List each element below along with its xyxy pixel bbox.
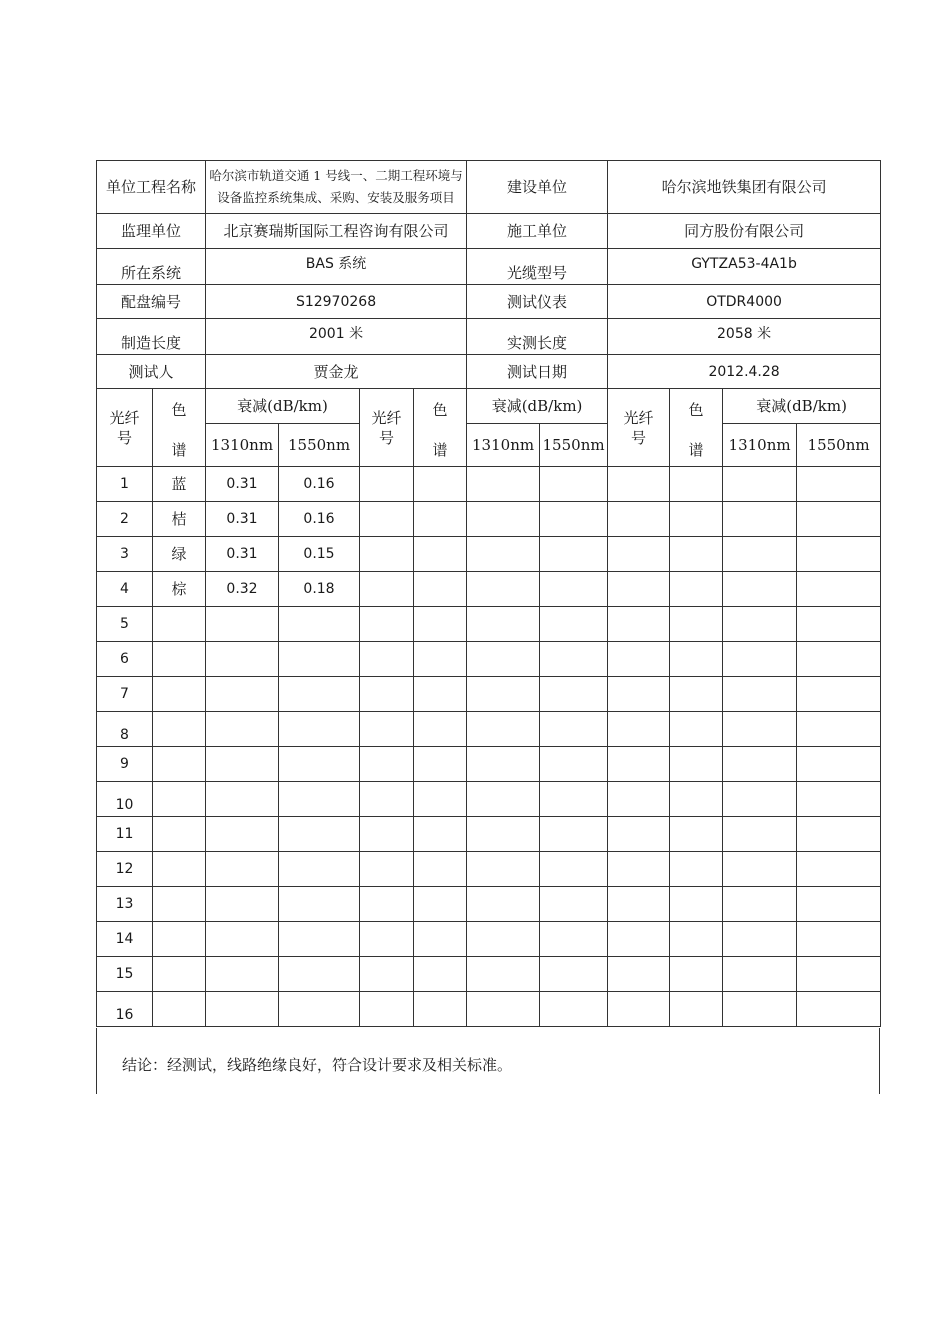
empty-cell [797,607,881,642]
empty-cell [467,782,540,817]
empty-cell [670,642,723,677]
attenuation-1310-cell [206,642,279,677]
empty-cell [670,747,723,782]
table-row [97,957,881,992]
attenuation-1310-cell [206,957,279,992]
attenuation-1310-cell [206,922,279,957]
color-header-1: 色 [432,400,448,419]
table-row [97,992,881,1027]
empty-cell [540,817,608,852]
attenuation-1310-cell [206,782,279,817]
empty-cell [414,747,467,782]
attenuation-1550-cell [279,992,360,1027]
fiber-no-cell: 14 [97,922,153,957]
attenuation-header: 衰减(dB/km) [723,389,881,424]
empty-cell [540,887,608,922]
color-cell [153,677,206,712]
empty-cell [414,852,467,887]
empty-cell [540,992,608,1027]
fiber-no-header [97,389,153,467]
empty-cell [360,852,414,887]
empty-cell [540,607,608,642]
empty-cell [467,747,540,782]
attenuation-1310-cell [206,992,279,1027]
empty-cell [797,712,881,747]
table-row [97,677,881,712]
empty-cell [670,922,723,957]
wl-1550-header: 1550nm [540,424,608,467]
fiber-no-header [608,389,670,467]
fiber-no-cell: 11 [97,817,153,852]
attenuation-header: 衰减(dB/km) [206,389,360,424]
report-table [96,160,881,1027]
empty-cell [797,642,881,677]
fiber-no-header-1: 光纤 [623,408,654,427]
empty-cell [467,467,540,502]
empty-cell [723,747,797,782]
empty-cell [414,467,467,502]
empty-cell [540,502,608,537]
empty-cell [670,572,723,607]
empty-cell [360,642,414,677]
fiber-no-header-2: 号 [631,428,647,447]
empty-cell [467,817,540,852]
table-row [97,537,881,572]
system-value: BAS 系统 [206,249,467,285]
empty-cell [670,607,723,642]
fiber-no-cell: 5 [97,607,153,642]
builder-label: 建设单位 [467,161,608,214]
fiber-no-cell: 12 [97,852,153,887]
empty-cell [540,642,608,677]
fiber-no-cell: 6 [97,642,153,677]
empty-cell [797,782,881,817]
date-value: 2012.4.28 [608,355,881,389]
empty-cell [467,887,540,922]
empty-cell [540,852,608,887]
empty-cell [540,747,608,782]
attenuation-1550-cell [279,712,360,747]
fiber-no-header-1: 光纤 [371,408,402,427]
empty-cell [608,747,670,782]
color-cell: 桔 [153,502,206,537]
empty-cell [360,537,414,572]
empty-cell [360,607,414,642]
empty-cell [797,572,881,607]
attenuation-1550-cell: 0.16 [279,502,360,537]
wl-1550-header: 1550nm [279,424,360,467]
empty-cell [540,782,608,817]
empty-cell [608,992,670,1027]
cable-type-value: GYTZA53-4A1b [608,249,881,285]
attenuation-1310-cell: 0.31 [206,467,279,502]
color-header-1: 色 [171,400,187,419]
empty-cell [414,992,467,1027]
panel-value: S12970268 [206,285,467,319]
empty-cell [723,782,797,817]
empty-cell [360,957,414,992]
empty-cell [723,572,797,607]
empty-cell [723,852,797,887]
attenuation-1310-cell [206,712,279,747]
empty-cell [670,502,723,537]
attenuation-1310-cell [206,852,279,887]
instrument-value: OTDR4000 [608,285,881,319]
empty-cell [723,502,797,537]
attenuation-1550-cell [279,747,360,782]
empty-cell [540,922,608,957]
empty-cell [670,852,723,887]
empty-cell [723,537,797,572]
empty-cell [723,887,797,922]
attenuation-1550-cell [279,852,360,887]
instrument-label: 测试仪表 [467,285,608,319]
tester-label: 测试人 [97,355,206,389]
empty-cell [414,957,467,992]
empty-cell [608,502,670,537]
table-row [97,607,881,642]
attenuation-1550-cell: 0.18 [279,572,360,607]
empty-cell [608,712,670,747]
mfg-length-label: 制造长度 [97,319,206,355]
empty-cell [797,957,881,992]
empty-cell [670,537,723,572]
empty-cell [540,537,608,572]
empty-cell [360,817,414,852]
attenuation-1310-cell [206,747,279,782]
empty-cell [670,782,723,817]
attenuation-1550-cell: 0.16 [279,467,360,502]
color-cell [153,712,206,747]
empty-cell [467,712,540,747]
supervisor-value: 北京赛瑞斯国际工程咨询有限公司 [206,214,467,249]
attenuation-1550-cell [279,677,360,712]
color-header [670,389,723,467]
empty-cell [608,852,670,887]
empty-cell [467,992,540,1027]
attenuation-header: 衰减(dB/km) [467,389,608,424]
table-row [97,922,881,957]
empty-cell [670,467,723,502]
empty-cell [467,642,540,677]
fiber-no-cell: 13 [97,887,153,922]
color-cell [153,607,206,642]
empty-cell [723,607,797,642]
empty-cell [467,957,540,992]
empty-cell [797,887,881,922]
color-cell: 蓝 [153,467,206,502]
attenuation-1550-cell [279,607,360,642]
contractor-label: 施工单位 [467,214,608,249]
color-header-2: 谱 [688,440,704,459]
empty-cell [540,572,608,607]
table-row [97,712,881,747]
empty-cell [360,922,414,957]
empty-cell [608,537,670,572]
table-row [97,817,881,852]
color-cell [153,642,206,677]
color-cell [153,852,206,887]
empty-cell [360,887,414,922]
color-cell [153,887,206,922]
empty-cell [608,887,670,922]
color-header [153,389,206,467]
table-row [97,887,881,922]
empty-cell [414,677,467,712]
empty-cell [414,642,467,677]
empty-cell [467,572,540,607]
wl-1550-header: 1550nm [797,424,881,467]
color-header-2: 谱 [171,440,187,459]
color-header [414,389,467,467]
color-cell [153,817,206,852]
empty-cell [797,537,881,572]
table-row [97,572,881,607]
empty-cell [670,677,723,712]
fiber-no-cell: 1 [97,467,153,502]
empty-cell [670,957,723,992]
empty-cell [540,467,608,502]
empty-cell [360,747,414,782]
fiber-no-cell: 7 [97,677,153,712]
date-label: 测试日期 [467,355,608,389]
empty-cell [608,817,670,852]
wl-1310-header: 1310nm [206,424,279,467]
wl-1310-header: 1310nm [467,424,540,467]
fiber-no-header-2: 号 [379,428,395,447]
empty-cell [414,782,467,817]
empty-cell [797,852,881,887]
empty-cell [797,922,881,957]
empty-cell [797,502,881,537]
color-header-1: 色 [688,400,704,419]
fiber-no-cell: 9 [97,747,153,782]
tester-value: 贾金龙 [206,355,467,389]
measured-length-label: 实测长度 [467,319,608,355]
empty-cell [723,642,797,677]
empty-cell [467,502,540,537]
table-row [97,782,881,817]
empty-cell [670,992,723,1027]
empty-cell [723,922,797,957]
empty-cell [608,467,670,502]
empty-cell [670,887,723,922]
color-cell [153,747,206,782]
empty-cell [723,677,797,712]
contractor-value: 同方股份有限公司 [608,214,881,249]
empty-cell [540,957,608,992]
conclusion-box [96,1028,880,1094]
empty-cell [723,467,797,502]
project-value-line-1: 哈尔滨市轨道交通 1 号线一、二期工程环境与 [209,168,463,183]
color-cell [153,922,206,957]
color-cell: 绿 [153,537,206,572]
empty-cell [608,677,670,712]
empty-cell [467,852,540,887]
attenuation-1550-cell [279,922,360,957]
empty-cell [414,817,467,852]
empty-cell [414,572,467,607]
fiber-no-header-2: 号 [116,428,132,447]
project-value-line-2: 设备监控系统集成、采购、安装及服务项目 [217,190,455,205]
empty-cell [723,957,797,992]
empty-cell [797,747,881,782]
empty-cell [797,677,881,712]
table-row [97,467,881,502]
panel-label: 配盘编号 [97,285,206,319]
project-value [206,161,467,214]
table-row [97,852,881,887]
attenuation-1310-cell: 0.32 [206,572,279,607]
table-row [97,642,881,677]
attenuation-1310-cell [206,887,279,922]
empty-cell [797,467,881,502]
empty-cell [670,817,723,852]
attenuation-1310-cell: 0.31 [206,502,279,537]
empty-cell [467,607,540,642]
attenuation-1550-cell [279,782,360,817]
table-row [97,502,881,537]
empty-cell [414,607,467,642]
empty-cell [467,677,540,712]
empty-cell [360,782,414,817]
attenuation-1310-cell [206,677,279,712]
fiber-no-header-1: 光纤 [109,408,140,427]
fiber-no-cell: 3 [97,537,153,572]
empty-cell [414,502,467,537]
fiber-no-header [360,389,414,467]
empty-cell [360,712,414,747]
fiber-no-cell: 15 [97,957,153,992]
fiber-no-cell: 10 [97,782,153,817]
empty-cell [467,922,540,957]
empty-cell [360,467,414,502]
attenuation-1550-cell [279,957,360,992]
fiber-no-cell: 2 [97,502,153,537]
empty-cell [360,992,414,1027]
color-cell: 棕 [153,572,206,607]
color-header-2: 谱 [432,440,448,459]
attenuation-1550-cell [279,642,360,677]
fiber-no-cell: 16 [97,992,153,1027]
empty-cell [723,817,797,852]
attenuation-1310-cell [206,607,279,642]
supervisor-label: 监理单位 [97,214,206,249]
empty-cell [360,677,414,712]
builder-value: 哈尔滨地铁集团有限公司 [608,161,881,214]
empty-cell [414,537,467,572]
empty-cell [723,992,797,1027]
empty-cell [414,922,467,957]
measured-length-value: 2058 米 [608,319,881,355]
color-cell [153,782,206,817]
wl-1310-header: 1310nm [723,424,797,467]
empty-cell [797,817,881,852]
empty-cell [670,712,723,747]
cable-type-label: 光缆型号 [467,249,608,285]
empty-cell [723,712,797,747]
project-label: 单位工程名称 [97,161,206,214]
attenuation-1310-cell [206,817,279,852]
attenuation-1550-cell [279,817,360,852]
empty-cell [360,502,414,537]
fiber-rows [97,467,881,1027]
fiber-no-cell: 4 [97,572,153,607]
empty-cell [467,537,540,572]
conclusion-text: 结论：经测试，线路绝缘良好，符合设计要求及相关标准。 [122,1056,513,1074]
mfg-length-value: 2001 米 [206,319,467,355]
empty-cell [608,922,670,957]
attenuation-1310-cell: 0.31 [206,537,279,572]
empty-cell [797,992,881,1027]
attenuation-1550-cell: 0.15 [279,537,360,572]
empty-cell [540,677,608,712]
empty-cell [608,572,670,607]
fiber-test-report [96,160,880,1027]
color-cell [153,992,206,1027]
empty-cell [360,572,414,607]
color-cell [153,957,206,992]
table-row [97,747,881,782]
empty-cell [608,642,670,677]
empty-cell [414,712,467,747]
empty-cell [608,782,670,817]
system-label: 所在系统 [97,249,206,285]
fiber-no-cell: 8 [97,712,153,747]
empty-cell [608,607,670,642]
empty-cell [414,887,467,922]
empty-cell [540,712,608,747]
empty-cell [608,957,670,992]
attenuation-1550-cell [279,887,360,922]
